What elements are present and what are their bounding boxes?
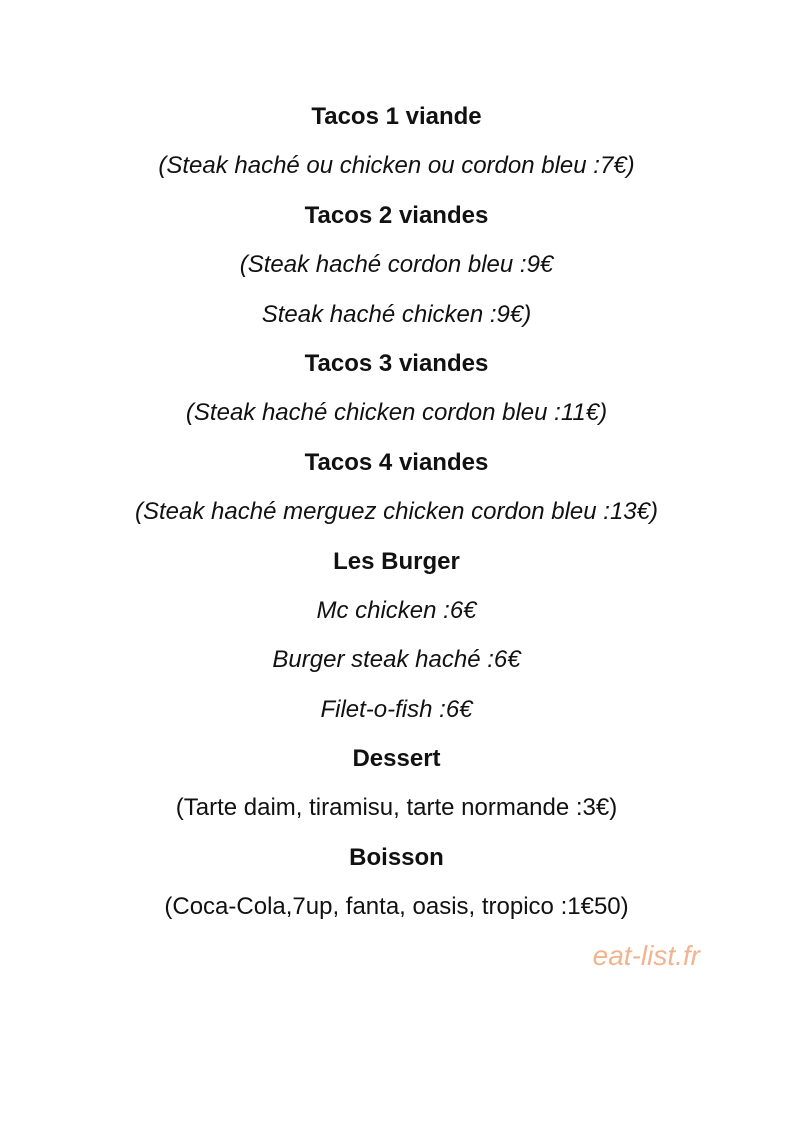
menu-item-tacos-1-meats: (Steak haché ou chicken ou cordon bleu :7€) [158,152,635,180]
watermark-logo: eat-list.fr [592,940,700,971]
section-title-drinks: Boisson [349,843,444,871]
section-title-dessert: Dessert [352,745,441,773]
menu-item-tacos-3-meats: (Steak haché chicken cordon bleu :11€) [185,399,608,427]
menu-document [0,92,793,932]
section-title-tacos-3: Tacos 3 viandes [304,349,489,377]
menu-item-desserts: (Tarte daim, tiramisu, tarte normande :3€) [175,794,618,822]
section-title-tacos-2: Tacos 2 viandes [304,201,489,229]
menu-item-filet-o-fish: Filet-o-fish :6€ [320,695,473,723]
menu-item-tacos-2-option-2: Steak haché chicken :9€) [261,300,532,328]
section-title-tacos-4: Tacos 4 viandes [304,448,489,476]
menu-item-drinks: (Coca-Cola,7up, fanta, oasis, tropico :1€50) [164,893,629,921]
menu-item-mc-chicken: Mc chicken :6€ [316,596,477,624]
section-title-burgers: Les Burger [333,547,460,575]
section-title-tacos-1: Tacos 1 viande [311,103,482,130]
menu-item-tacos-2-option-1: (Steak haché cordon bleu :9€ [239,251,554,279]
menu-item-burger-steak-hache: Burger steak haché :6€ [272,646,521,674]
menu-item-tacos-4-meats: (Steak haché merguez chicken cordon bleu :13€) [135,498,658,526]
